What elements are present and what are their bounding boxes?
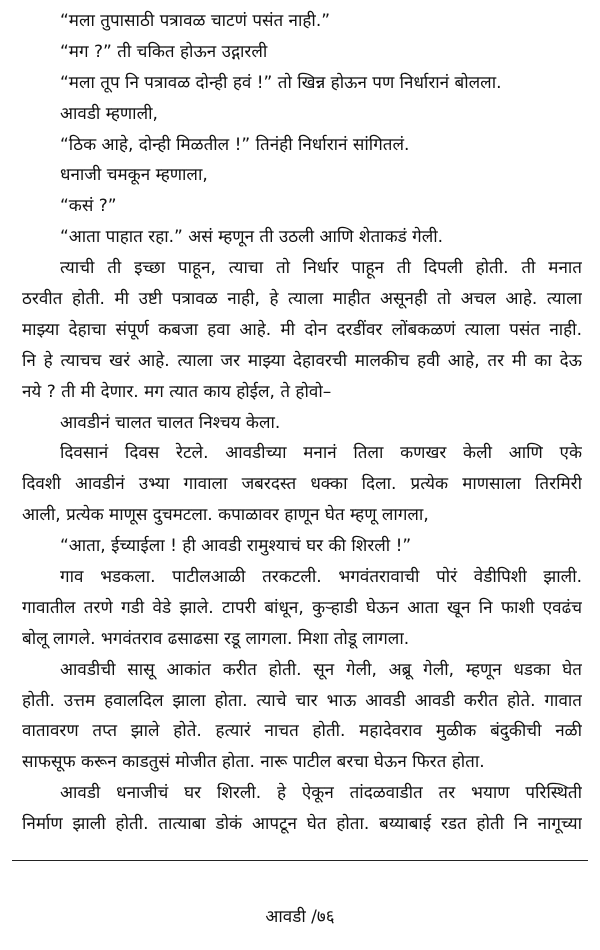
text-line: दिवशी आवडीनं उभ्या गावाला जबरदस्त धक्का दिला. प्रत्येक माणसाला तिरमिरी (22, 474, 582, 495)
text-line: माझ्या देहाचा संपूर्ण कबजा हवा आहे. मी दोन दरडींवर लोंबकळणं त्याला पसंत नाही. (22, 319, 582, 340)
text-line: गावातील तरणे गडी वेडे झाले. टापरी बांधून, कुऱ्हाडी घेऊन आता खून नि फाशी एवढंच (22, 597, 582, 618)
text-line: “मग ?” ती चकित होऊन उद्गारली (60, 41, 268, 62)
text-line: धनाजी चमकून म्हणाला, (60, 165, 208, 186)
text-line: “मला तूप नि पत्रावळ दोन्ही हवं !” तो खिन्न होऊन पण निर्धारानं बोलला. (60, 72, 502, 93)
text-line: होती. उत्तम हवालदिल झाला होता. त्याचे चार भाऊ आवडी आवडी करीत होते. गावात (22, 690, 582, 711)
text-line: आवडीनं चालत चालत निश्चय केला. (60, 412, 281, 433)
text-line: “मला तुपासाठी पत्रावळ चाटणं पसंत नाही.” (60, 11, 331, 31)
text-line: “ठिक आहे, दोन्ही मिळतील !” तिनंही निर्धारानं सांगितलं. (60, 134, 410, 155)
text-line: “आता पाहात रहा.” असं म्हणून ती उठली आणि शेताकडं गेली. (60, 227, 444, 248)
text-line: “कसं ?” (60, 196, 117, 217)
text-line: नये ? ती मी देणार. मग त्यात काय होईल, ते होवो– (22, 381, 332, 402)
text-line: आवडीची सासू आकांत करीत होती. सून गेली, अब्रू गेली, म्हणून धडका घेत (60, 659, 582, 680)
text-line: दिवसानं दिवस रेटले. आवडीच्या मनानं तिला कणखर केली आणि एके (60, 443, 582, 464)
text-line: बोलू लागले. भगवंतराव ढसाढसा रडू लागला. मिशा तोडू लागला. (22, 628, 410, 649)
text-line: आली, प्रत्येक माणूस दुचमटला. कपाळावर हाणून घेत म्हणू लागला, (22, 505, 429, 526)
text-line: “आता, ईच्याईला ! ही आवडी रामुश्याचं घर की शिरली !” (60, 536, 412, 557)
text-line: साफसूफ करून काडतुसं मोजीत होता. नारू पाटील बरचा घेऊन फिरत होता. (22, 752, 485, 773)
body-text (22, 6, 582, 840)
text-line: निर्माण झाली होती. तात्याबा डोकं आपटून घेत होता. बय्याबाई रडत होती नि नागूच्या (22, 814, 582, 835)
text-line: ठरवीत होती. मी उष्टी पत्रावळ नाही, हे त्याला माहीत असूनही तो अचल आहे. त्याला (22, 289, 582, 310)
text-line: वातावरण तप्त झाले होते. हत्यारं नाचत होती. महादेवराव मुळीक बंदुकीची नळी (22, 721, 582, 742)
footer-divider (12, 860, 588, 861)
text-line: त्याची ती इच्छा पाहून, त्याचा तो निर्धार पाहून ती दिपली होती. ती मनात (60, 258, 582, 279)
text-line: आवडी धनाजीचं घर शिरली. हे ऐकून तांदळवाडीत तर भयाण परिस्थिती (60, 783, 582, 804)
text-line: आवडी म्हणाली, (60, 103, 158, 124)
text-line: गाव भडकला. पाटीलआळी तरकटली. भगवंतरावाची पोरं वेडीपिशी झाली. (60, 567, 582, 588)
page-footer: आवडी /७६ (265, 907, 335, 927)
text-line: नि हे त्याचच खरं आहे. त्याला जर माझ्या देहावरची मालकीच हवी आहे, तर मी का देऊ (22, 350, 582, 371)
